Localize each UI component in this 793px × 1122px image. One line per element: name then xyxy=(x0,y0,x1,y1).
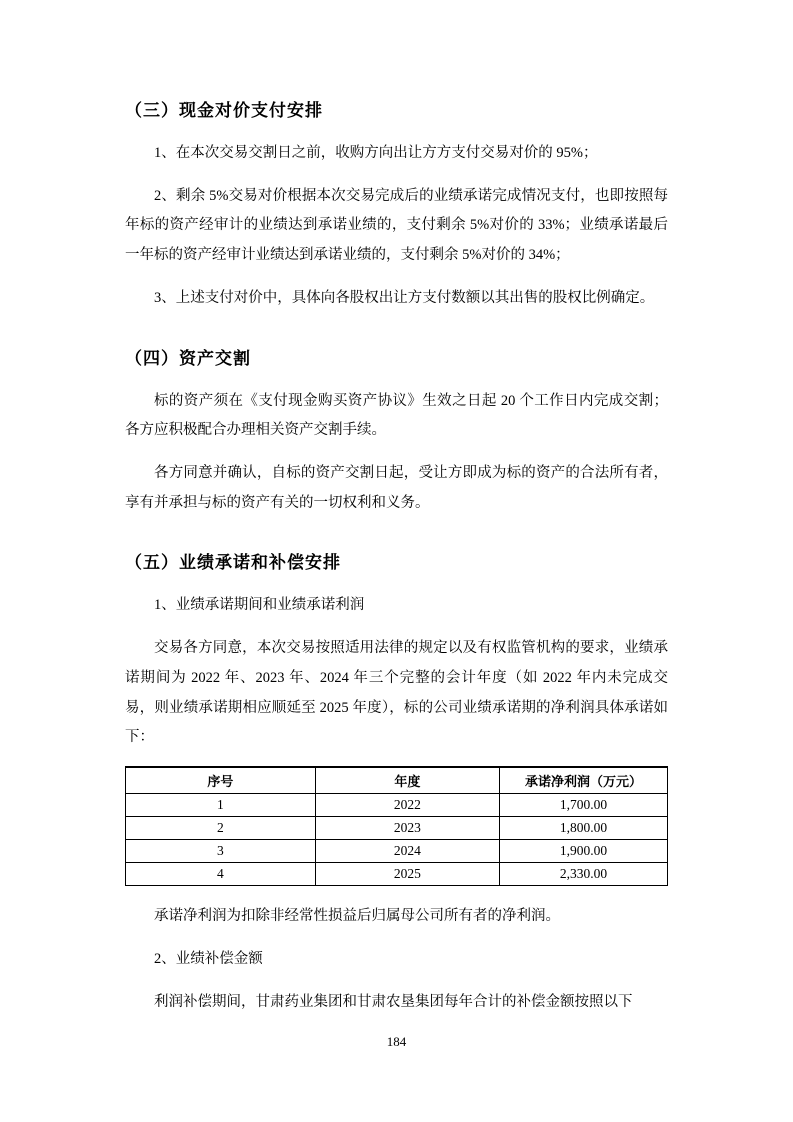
table-cell: 4 xyxy=(126,863,316,886)
paragraph: 各方同意并确认，自标的资产交割日起，受让方即成为标的资产的合法所有者，享有并承担与标的资产有关的一切权利和义务。 xyxy=(125,465,668,511)
table-cell: 1,900.00 xyxy=(499,840,667,863)
paragraph: 利润补偿期间，甘肃药业集团和甘肃农垦集团每年合计的补偿金额按照以下 xyxy=(154,993,633,1010)
sub-item-1: 1、业绩承诺期间和业绩承诺利润 xyxy=(154,597,365,614)
table-row xyxy=(126,794,668,817)
table-cell: 3 xyxy=(126,840,316,863)
table-cell: 2,330.00 xyxy=(499,863,667,886)
sub-item-2: 2、业绩补偿金额 xyxy=(154,950,263,967)
table-row xyxy=(126,817,668,840)
paragraph: 标的资产须在《支付现金购买资产协议》生效之日起 20 个工作日内完成交割；各方应积极配合办理相关资产交割手续。 xyxy=(125,392,668,439)
table-cell: 2 xyxy=(126,817,316,840)
table-row xyxy=(126,863,668,886)
section-heading-4: （四）资产交割 xyxy=(125,348,251,368)
table-header-cell: 序号 xyxy=(126,767,316,794)
profit-promise-table xyxy=(125,766,668,886)
table-cell: 2025 xyxy=(315,863,499,886)
table-cell: 1,800.00 xyxy=(499,817,667,840)
section-heading-3: （三）现金对价支付安排 xyxy=(125,101,323,120)
table-header-row xyxy=(126,767,668,794)
table-row xyxy=(126,840,668,863)
table-cell: 1 xyxy=(126,794,316,817)
paragraph: 1、在本次交易交割日之前，收购方向出让方方支付交易对价的 95%； xyxy=(154,145,598,161)
paragraph: 2、剩余 5%交易对价根据本次交易完成后的业绩承诺完成情况支付，也即按照每年标的资产经审计的业绩达到承诺业绩的，支付剩余 5%对价的 33%；业绩承诺最后一年标的资产经审计业绩达到承诺业绩的，支付剩余 5%对价的 34%； xyxy=(125,187,668,264)
table-header-cell: 承诺净利润（万元） xyxy=(499,767,667,794)
table-header-cell: 年度 xyxy=(315,767,499,794)
page-number: 184 xyxy=(386,1034,407,1049)
table-cell: 2023 xyxy=(315,817,499,840)
table-cell: 2024 xyxy=(315,840,499,863)
paragraph: 承诺净利润为扣除非经常性损益后归属母公司所有者的净利润。 xyxy=(154,908,560,925)
paragraph: 交易各方同意，本次交易按照适用法律的规定以及有权监管机构的要求，业绩承诺期间为 2022 年、2023 年、2024 年三个完整的会计年度（如 2022 年内未完成交易，则业绩承诺期相应顺延至 2025 年度），标的公司业绩承诺期的净利润具体承诺如下： xyxy=(125,640,668,746)
paragraph: 3、上述支付对价中，具体向各股权出让方支付数额以其出售的股权比例确定。 xyxy=(154,289,655,306)
table-cell: 2022 xyxy=(315,794,499,817)
table-cell: 1,700.00 xyxy=(499,794,667,817)
section-heading-5: （五）业绩承诺和补偿安排 xyxy=(125,553,341,573)
